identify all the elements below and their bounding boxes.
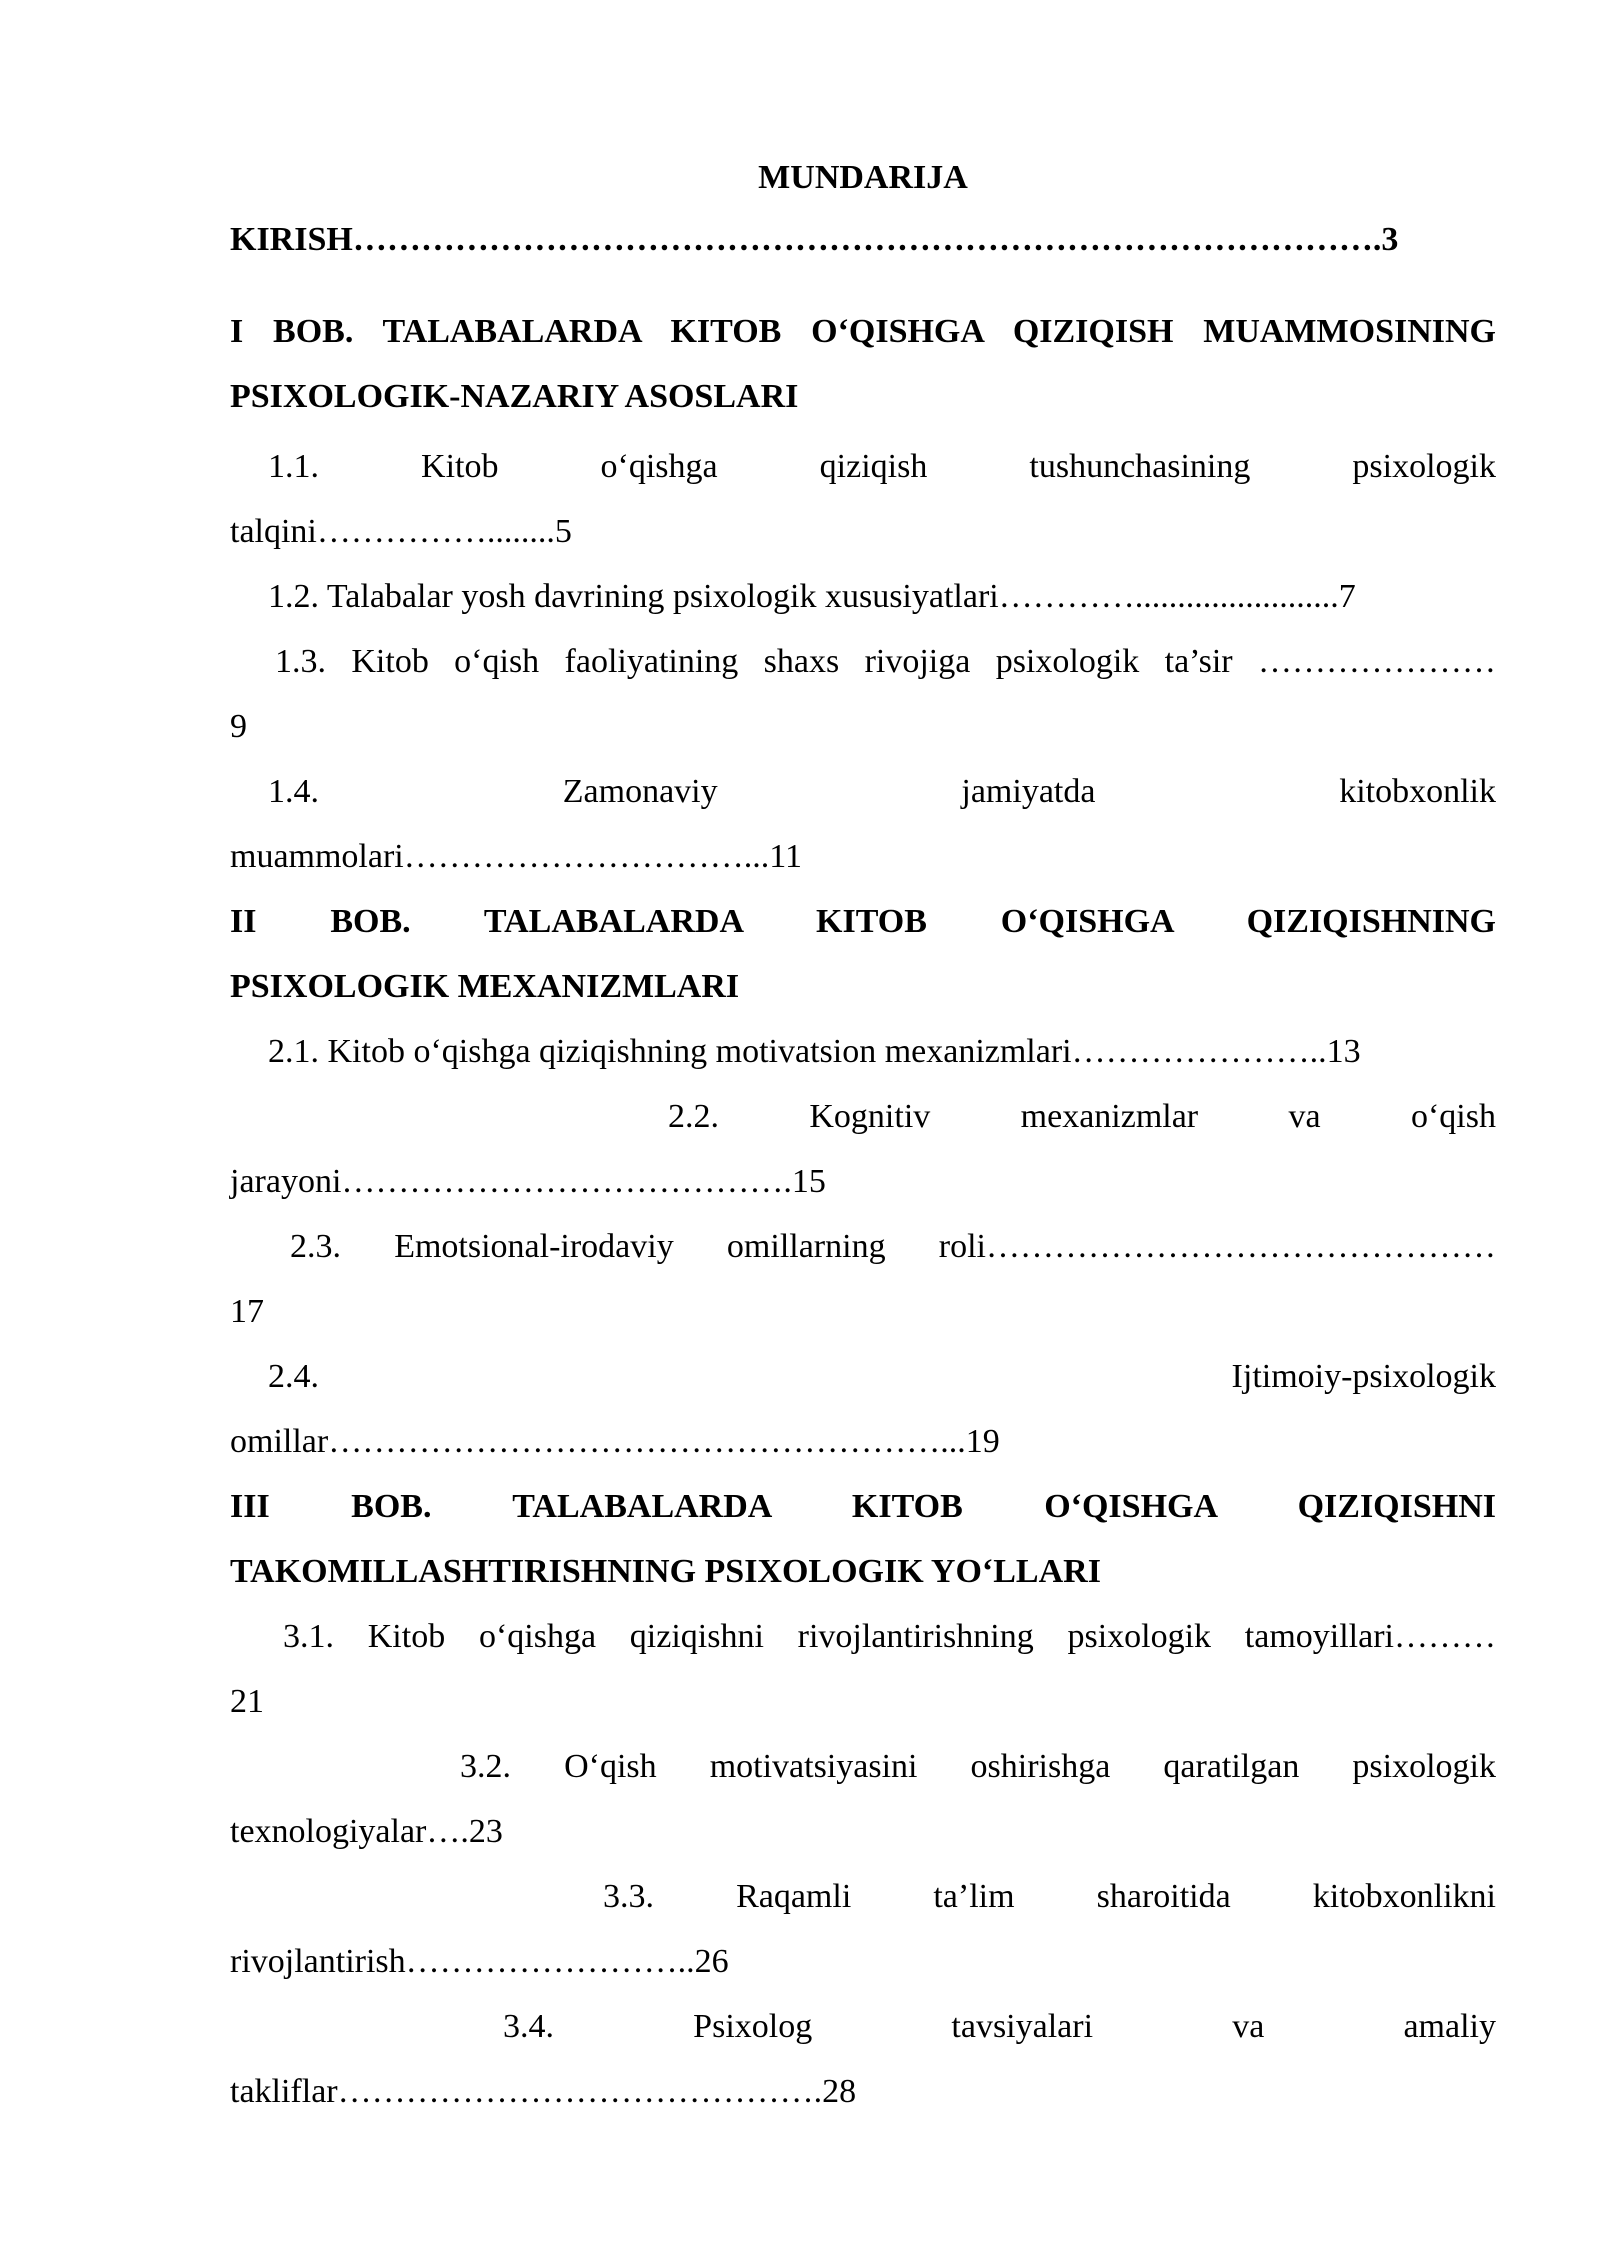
toc-entry-3-2-line-2: texnologiyalar….23 <box>230 1813 503 1850</box>
toc-chapter-2-line-2: PSIXOLOGIK MEXANIZMLARI <box>230 968 740 1005</box>
toc-entry-3-1-line-2: 21 <box>230 1683 264 1720</box>
toc-entry-2-2-line-2: jarayoni………………………………….15 <box>230 1163 826 1200</box>
toc-entry-1-3-line-2: 9 <box>230 708 247 745</box>
toc-entry-3-3-line-2: rivojlantirish……………………..26 <box>230 1943 729 1980</box>
toc-entry-2-3-line-2: 17 <box>230 1293 264 1330</box>
toc-entry-2-4-line-1: 2.4. Ijtimoiy-psixologik <box>268 1358 1496 1395</box>
toc-entry-3-2-line-1: 3.2. O‘qish motivatsiyasini oshirishga qaratilgan psixologik <box>460 1748 1496 1785</box>
toc-entry-2-4-line-2: omillar………………………………………………...19 <box>230 1423 1000 1460</box>
toc-entry-2-1: 2.1. Kitob o‘qishga qiziqishning motivatsion mexanizmlari…………………..13 <box>268 1033 1361 1070</box>
toc-chapter-3-line-1: III BOB. TALABALARDA KITOB O‘QISHGA QIZIQISHNI <box>230 1488 1496 1525</box>
toc-entry-1-1-line-1: 1.1. Kitob o‘qishga qiziqish tushunchasining psixologik <box>268 448 1496 485</box>
toc-title: MUNDARIJA <box>758 159 968 196</box>
toc-entry-3-1-line-1: 3.1. Kitob o‘qishga qiziqishni rivojlantirishning psixologik tamoyillari……… <box>283 1618 1496 1655</box>
toc-entry-3-4-line-1: 3.4. Psixolog tavsiyalari va amaliy <box>503 2008 1496 2045</box>
toc-chapter-2-line-1: II BOB. TALABALARDA KITOB O‘QISHGA QIZIQISHNING <box>230 903 1496 940</box>
toc-entry-3-3-line-1: 3.3. Raqamli ta’lim sharoitida kitobxonlikni <box>603 1878 1496 1915</box>
toc-entry-3-4-line-2: takliflar…………………………………….28 <box>230 2073 857 2110</box>
toc-entry-1-4-line-1: 1.4. Zamonaviy jamiyatda kitobxonlik <box>268 773 1496 810</box>
toc-entry-2-3-line-1: 2.3. Emotsional-irodaviy omillarning roli……………………………………… <box>290 1228 1496 1265</box>
toc-chapter-1-line-1: I BOB. TALABALARDA KITOB O‘QISHGA QIZIQISH MUAMMOSINING <box>230 313 1496 350</box>
toc-entry-1-3-line-1: 1.3. Kitob o‘qish faoliyatining shaxs rivojiga psixologik ta’sir ………………… <box>275 643 1496 680</box>
toc-chapter-1-line-2: PSIXOLOGIK-NAZARIY ASOSLARI <box>230 378 799 415</box>
toc-entry-1-1-line-2: talqini……………........5 <box>230 513 572 550</box>
toc-chapter-3-line-2: TAKOMILLASHTIRISHNING PSIXOLOGIK YO‘LLARI <box>230 1553 1101 1590</box>
toc-entry-1-4-line-2: muammolari…………………………...11 <box>230 838 802 875</box>
toc-entry-kirish: KIRISH……………………………………………………………………………….3 <box>230 221 1399 258</box>
toc-entry-2-2-line-1: 2.2. Kognitiv mexanizmlar va o‘qish <box>668 1098 1496 1135</box>
toc-entry-1-2: 1.2. Talabalar yosh davrining psixologik xususiyatlari…………........................7 <box>268 578 1356 615</box>
